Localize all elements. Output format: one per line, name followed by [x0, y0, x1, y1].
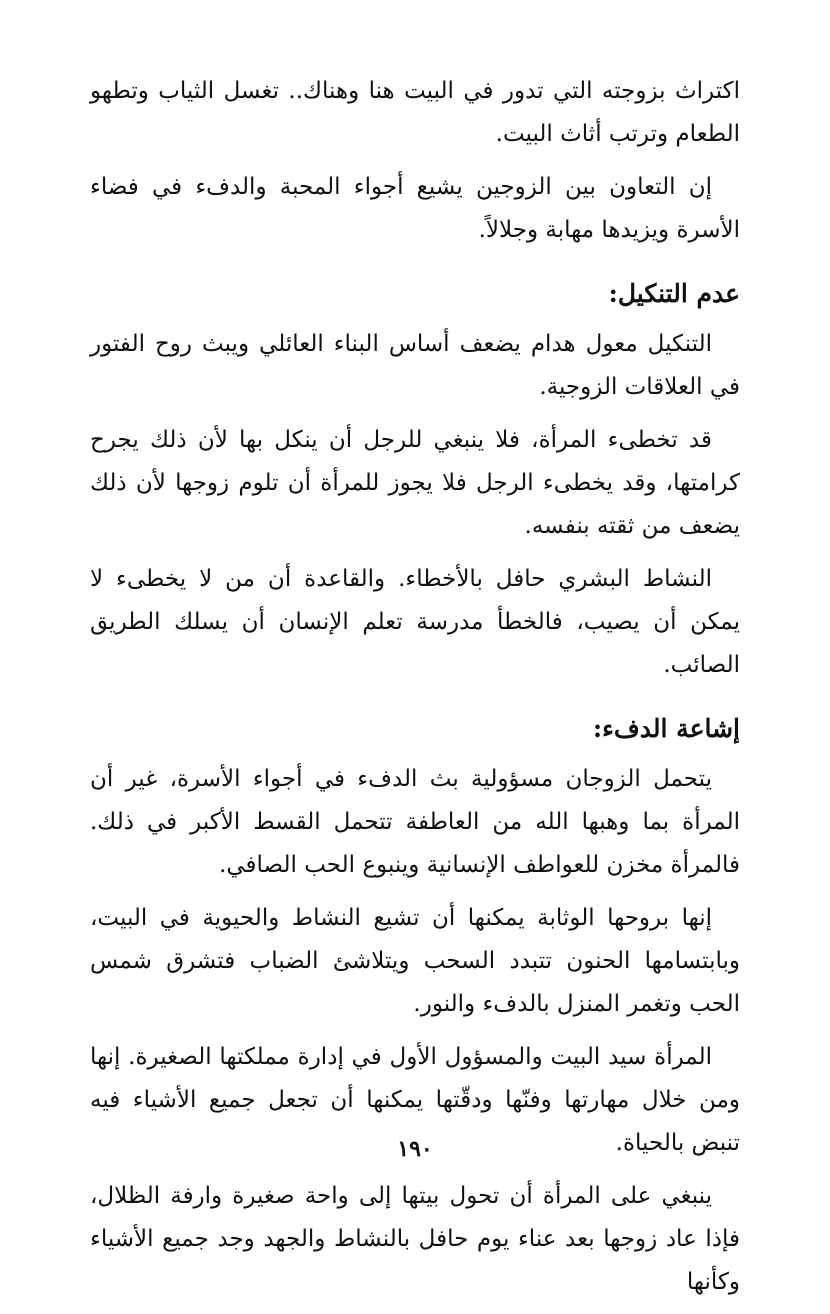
section-heading-spreading-warmth: إشاعة الدفء:: [592, 714, 740, 743]
paragraph-5: النشاط البشري حافل بالأخطاء. والقاعدة أن من لا يخطىء لا يمكن أن يصيب، فالخطأ مدرسة تعلم الإنسان أن يسلك الطريق الصائب.: [90, 566, 740, 678]
paragraph-2: إن التعاون بين الزوجين يشيع أجواء المحبة والدفء في فضاء الأسرة ويزيدها مهابة وجلالاً.: [90, 174, 740, 243]
page-number: ١٩٠: [397, 1136, 433, 1162]
paragraph-9: ينبغي على المرأة أن تحول بيتها إلى واحة صغيرة وارفة الظلال، فإذا عاد زوجها بعد عناء يوم حافل بالنشاط والجهد وجد جميع الأشياء وكأنها: [90, 1183, 740, 1295]
paragraph-7: إنها بروحها الوثابة يمكنها أن تشيع النشاط والحيوية في البيت، وبابتسامها الحنون تتبدد السحب ويتلاشئ الضباب فتشرق شمس الحب وتغمر المنزل بالدفء والنور.: [90, 905, 740, 1017]
paragraph-1: اكتراث بزوجته التي تدور في البيت هنا وهناك.. تغسل الثياب وتطهو الطعام وترتب أثاث البيت.: [90, 78, 740, 147]
paragraph-6: يتحمل الزوجان مسؤولية بث الدفء في أجواء الأسرة، غير أن المرأة بما وهبها الله من العاطفة تتحمل القسط الأكبر في ذلك. فالمرأة مخزن للعواطف الإنسانية وينبوع الحب الصافي.: [90, 766, 740, 878]
paragraph-4: قد تخطىء المرأة، فلا ينبغي للرجل أن ينكل بها لأن ذلك يجرح كرامتها، وقد يخطىء الرجل فلا يجوز للمرأة أن تلوم زوجها لأن ذلك يضعف من ثقته بنفسه.: [90, 427, 740, 539]
paragraph-8: المرأة سيد البيت والمسؤول الأول في إدارة مملكتها الصغيرة. إنها ومن خلال مهارتها وفنّها ودقّتها يمكنها أن تجعل جميع الأشياء فيه تنبض بالحياة.: [90, 1044, 740, 1156]
section-heading-no-reproach: عدم التنكيل:: [608, 279, 740, 308]
page-body: [90, 70, 740, 1314]
paragraph-3: التنكيل معول هدام يضعف أساس البناء العائلي ويبث روح الفتور في العلاقات الزوجية.: [90, 331, 740, 400]
